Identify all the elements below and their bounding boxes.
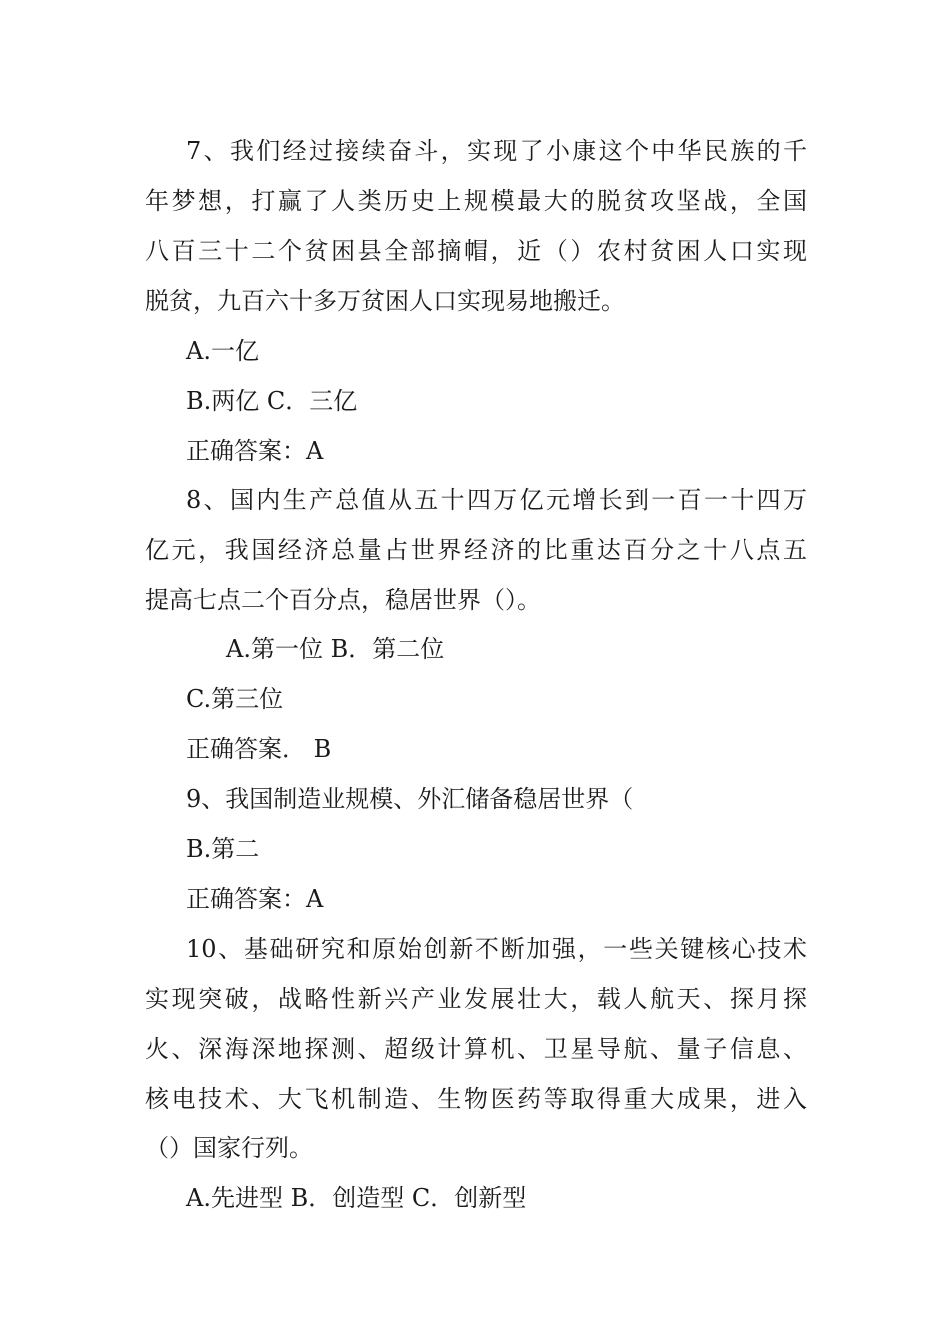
question-9-line-1: 9、我国制造业规模、外汇储备稳居世界（ xyxy=(186,785,634,813)
question-10-line-5: （）国家行列。 xyxy=(145,1134,313,1162)
question-8-line-2: 亿元，我国经济总量占世界经济的比重达百分之十八点五 xyxy=(145,536,807,564)
question-7-line-1: 7、我们经过接续奋斗，实现了小康这个中华民族的千 xyxy=(186,137,807,165)
question-10-line-2: 实现突破，战略性新兴产业发展壮大，载人航天、探月探 xyxy=(145,985,807,1013)
question-9-answer: 正确答案：A xyxy=(186,885,324,913)
question-7-line-2: 年梦想，打赢了人类历史上规模最大的脱贫攻坚战，全国 xyxy=(145,187,807,215)
question-10-options: A.先进型 B．创造型 C．创新型 xyxy=(186,1184,527,1212)
question-7-option-bc: B.两亿 C．三亿 xyxy=(186,387,358,415)
question-7-line-4: 脱贫，九百六十多万贫困人口实现易地搬迁。 xyxy=(145,287,625,315)
question-10-line-3: 火、深海深地探测、超级计算机、卫星导航、量子信息、 xyxy=(145,1035,807,1063)
question-8-option-c: C.第三位 xyxy=(186,685,284,713)
question-10-line-4: 核电技术、大飞机制造、生物医药等取得重大成果，进入 xyxy=(145,1085,807,1113)
question-8-line-1: 8、国内生产总值从五十四万亿元增长到一百一十四万 xyxy=(186,486,807,514)
question-7-option-a: A.一亿 xyxy=(186,337,259,365)
question-9-option-b: B.第二 xyxy=(186,835,260,863)
question-8-answer: 正确答案． B xyxy=(186,735,332,763)
question-8-line-3: 提高七点二个百分点，稳居世界（）。 xyxy=(145,586,541,614)
question-8-option-ab: A.第一位 B．第二位 xyxy=(226,635,445,663)
question-7-answer: 正确答案：A xyxy=(186,437,324,465)
question-7-line-3: 八百三十二个贫困县全部摘帽，近（）农村贫困人口实现 xyxy=(145,237,807,265)
question-10-line-1: 10、基础研究和原始创新不断加强，一些关键核心技术 xyxy=(186,935,807,963)
